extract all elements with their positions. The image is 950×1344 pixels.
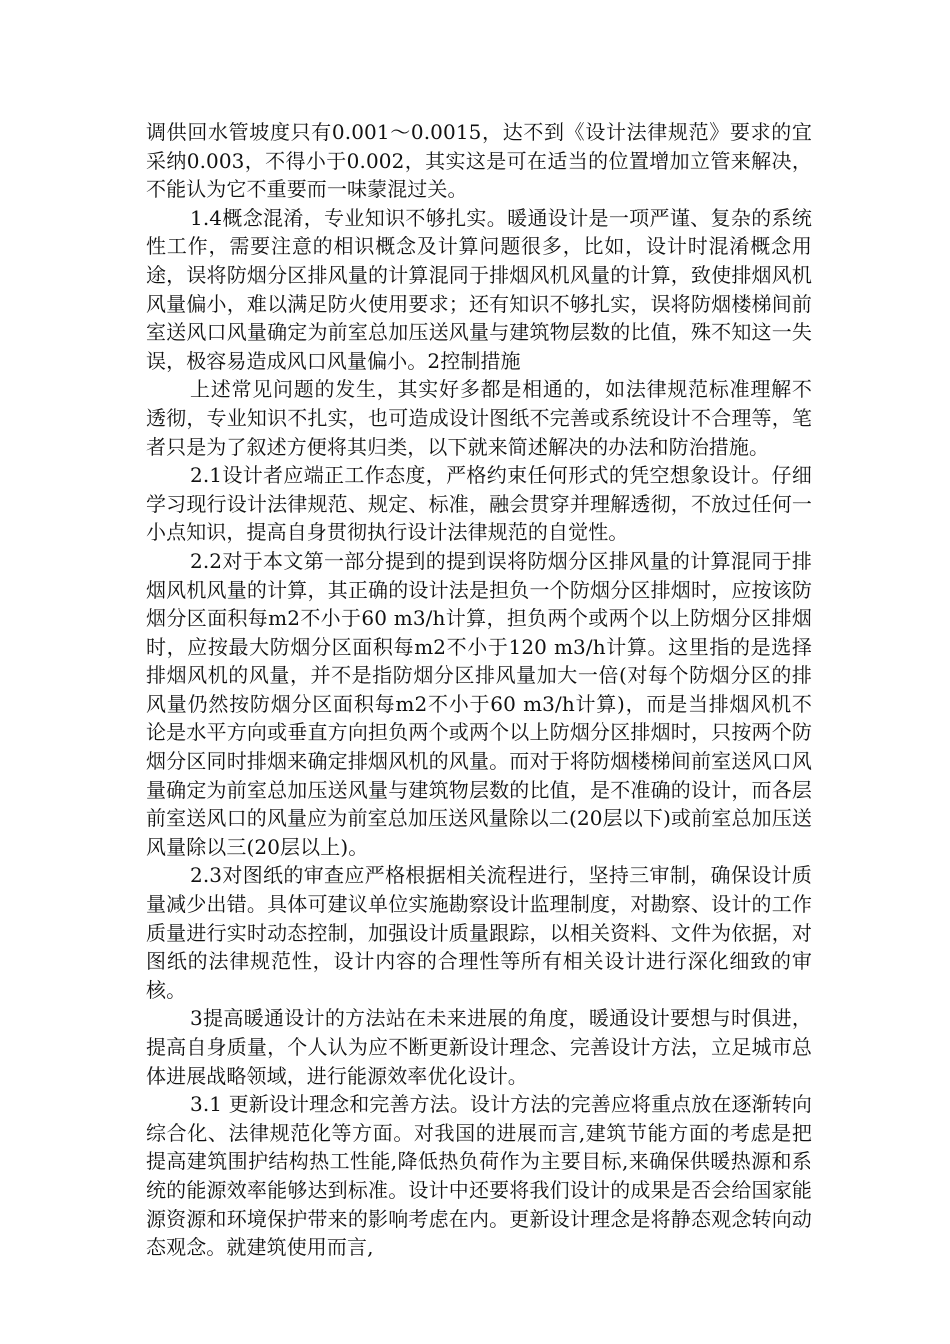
- document-body: [146, 118, 812, 1262]
- paragraph-3-design-methods: 3提高暖通设计的方法站在未来进展的角度，暖通设计要想与时俱进，提高自身质量，个人认为应不断更新设计理念、完善设计方法，立足城市总体进展战略领域，进行能源效率优化设计。: [146, 1006, 812, 1088]
- paragraph-common-problems-summary: 上述常见问题的发生，其实好多都是相通的，如法律规范标准理解不透彻，专业知识不扎实，也可造成设计图纸不完善或系统设计不合理等，笔者只是为了叙述方便将其归类，以下就来简述解决的办法和防治措施。: [146, 377, 812, 459]
- paragraph-2-1-work-attitude: 2.1设计者应端正工作态度，严格约束任何形式的凭空想象设计。仔细学习现行设计法律规范、规定、标准，融会贯穿并理解透彻，不放过任何一小点知识，提高自身贯彻执行设计法律规范的自觉性。: [146, 463, 812, 545]
- paragraph-continuation: 调供回水管坡度只有0.001～0.0015，达不到《设计法律规范》要求的宜采纳0.003，不得小于0.002，其实这是可在适当的位置增加立管来解决，不能认为它不重要而一味蒙混过关。: [146, 120, 812, 202]
- paragraph-2-2-smoke-exhaust: 2.2对于本文第一部分提到的提到误将防烟分区排风量的计算混同于排烟风机风量的计算，其正确的设计法是担负一个防烟分区排烟时，应按该防烟分区面积每m2不小于60 m3/h计算，担负两个或两个以上防烟分区排烟时，应按最大防烟分区面积每m2不小于120 m3/h计算。这里指的是选择排烟风机的风量，并不是指防烟分区排风量加大一倍(对每个防烟分区的排风量仍然按防烟分区面积每m2不小于60 m3/h计算)，而是当排烟风机不论是水平方向或垂直方向担负两个或两个以上防烟分区排烟时，只按两个防烟分区同时排烟来确定排烟风机的风量。而对于将防烟楼梯间前室送风口风量确定为前室总加压送风量与建筑物层数的比值，是不准确的设计，而各层前室送风口的风量应为前室总加压送风量除以二(20层以下)或前室总加压送风量除以三(20层以上)。: [146, 548, 812, 859]
- paragraph-1-4-concept-confusion: 1.4概念混淆，专业知识不够扎实。暖通设计是一项严谨、复杂的系统性工作，需要注意的相识概念及计算问题很多，比如，设计时混淆概念用途，误将防烟分区排风量的计算混同于排烟风机风量的计算，致使排烟风机风量偏小，难以满足防火使用要求；还有知识不够扎实，误将防烟楼梯间前室送风口风量确定为前室总加压送风量与建筑物层数的比值，殊不知这一失误，极容易造成风口风量偏小。2控制措施: [146, 205, 812, 373]
- paragraph-3-1-update-concepts: 3.1 更新设计理念和完善方法。设计方法的完善应将重点放在逐渐转向综合化、法律规范化等方面。对我国的进展而言,建筑节能方面的考虑是把提高建筑围护结构热工性能,降低热负荷作为主要目标,来确保供暖热源和系统的能源效率能够达到标准。设计中还要将我们设计的成果是否会给国家能源资源和环境保护带来的影响考虑在内。更新设计理念是将静态观念转向动态观念。就建筑使用而言,: [146, 1092, 812, 1260]
- paragraph-2-3-drawing-review: 2.3对图纸的审查应严格根据相关流程进行，坚持三审制，确保设计质量减少出错。具体可建议单位实施勘察设计监理制度，对勘察、设计的工作质量进行实时动态控制，加强设计质量跟踪，以相关资料、文件为依据，对图纸的法律规范性，设计内容的合理性等所有相关设计进行深化细致的审核。: [146, 863, 812, 1002]
